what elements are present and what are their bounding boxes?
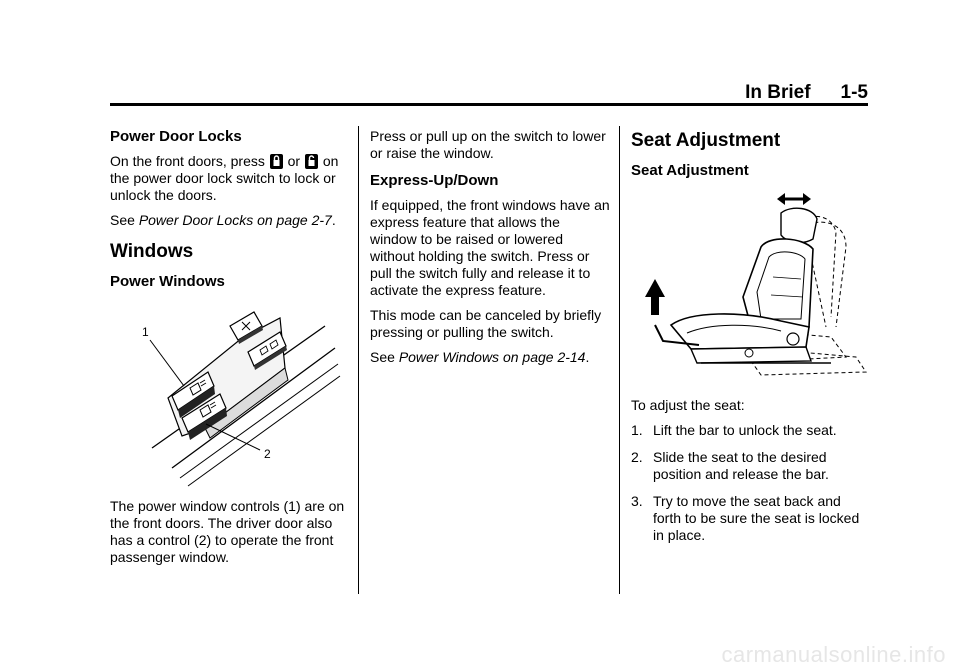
callout-label-1: 1: [142, 325, 149, 339]
seat-step: [631, 449, 871, 483]
step-text: Try to move the seat back and forth to be sure the seat is locked in place.: [653, 493, 860, 543]
heading-express-up-down: Express-Up/Down: [370, 172, 499, 189]
lock-key-icon: [270, 154, 283, 169]
see-label: See: [370, 349, 395, 365]
step-number: 3.: [631, 493, 643, 509]
see-end: .: [331, 212, 336, 228]
watermark: carmanualsonline.info: [721, 642, 946, 667]
header-rule: [110, 103, 868, 106]
seat-intro: To adjust the seat:: [631, 397, 745, 413]
door-locks-text-or: or: [287, 153, 301, 169]
power-window-switch-illustration: [110, 298, 350, 488]
express-see-reference: [370, 349, 610, 366]
header-page-number: 1-5: [840, 82, 868, 103]
column-divider: [358, 126, 359, 594]
step-text: Slide the seat to the desired position and release the bar.: [653, 449, 829, 482]
see-label: See: [110, 212, 135, 228]
lift-bar-arrow-icon: [645, 279, 665, 315]
door-locks-text-rest: the power door lock switch to lock or unlock the doors.: [110, 170, 336, 203]
express-paragraph-1: If equipped, the front windows have an express feature that allows the window to be raised or lowered without holding the switch. Press or pull the switch fully and release it to activate the express feature.: [370, 197, 610, 298]
column-divider: [619, 126, 620, 594]
step-text: Lift the bar to unlock the seat.: [653, 422, 837, 438]
seat-adjustment-illustration: [631, 187, 871, 387]
column-middle: [370, 118, 610, 374]
seat-step: [631, 493, 871, 544]
column-right: [631, 118, 871, 554]
callout-label-2: 2: [264, 447, 271, 461]
door-locks-paragraph: [110, 153, 350, 204]
seat-steps-list: [631, 422, 871, 544]
step-number: 1.: [631, 422, 643, 438]
door-locks-see-reference: [110, 212, 350, 229]
unlock-key-icon: [305, 154, 318, 169]
power-windows-caption: The power window controls (1) are on the front doors. The driver door also has a control (2) to operate the front passenger window.: [110, 498, 345, 565]
header-section-title: In Brief: [745, 82, 811, 103]
heading-power-door-locks: Power Door Locks: [110, 128, 242, 145]
door-locks-text-on: on: [322, 153, 339, 169]
column-left: [110, 118, 350, 574]
express-paragraph-2: This mode can be canceled by briefly pressing or pulling the switch.: [370, 307, 602, 340]
slide-arrow-icon: [777, 193, 811, 205]
cross-reference-power-windows[interactable]: Power Windows on page 2-14: [398, 349, 586, 365]
see-end: .: [585, 349, 590, 365]
heading-power-windows: Power Windows: [110, 273, 225, 290]
step-number: 2.: [631, 449, 643, 465]
subheading-seat-adjustment: Seat Adjustment: [631, 162, 749, 179]
heading-windows: Windows: [110, 241, 194, 262]
seat-step: [631, 422, 871, 439]
cross-reference-door-locks[interactable]: Power Door Locks on page 2-7: [138, 212, 332, 228]
window-switch-intro: Press or pull up on the switch to lower or raise the window.: [370, 128, 606, 161]
running-header: [745, 82, 868, 104]
heading-seat-adjustment: Seat Adjustment: [631, 130, 781, 151]
door-locks-text-pre: On the front doors, press: [110, 153, 265, 169]
